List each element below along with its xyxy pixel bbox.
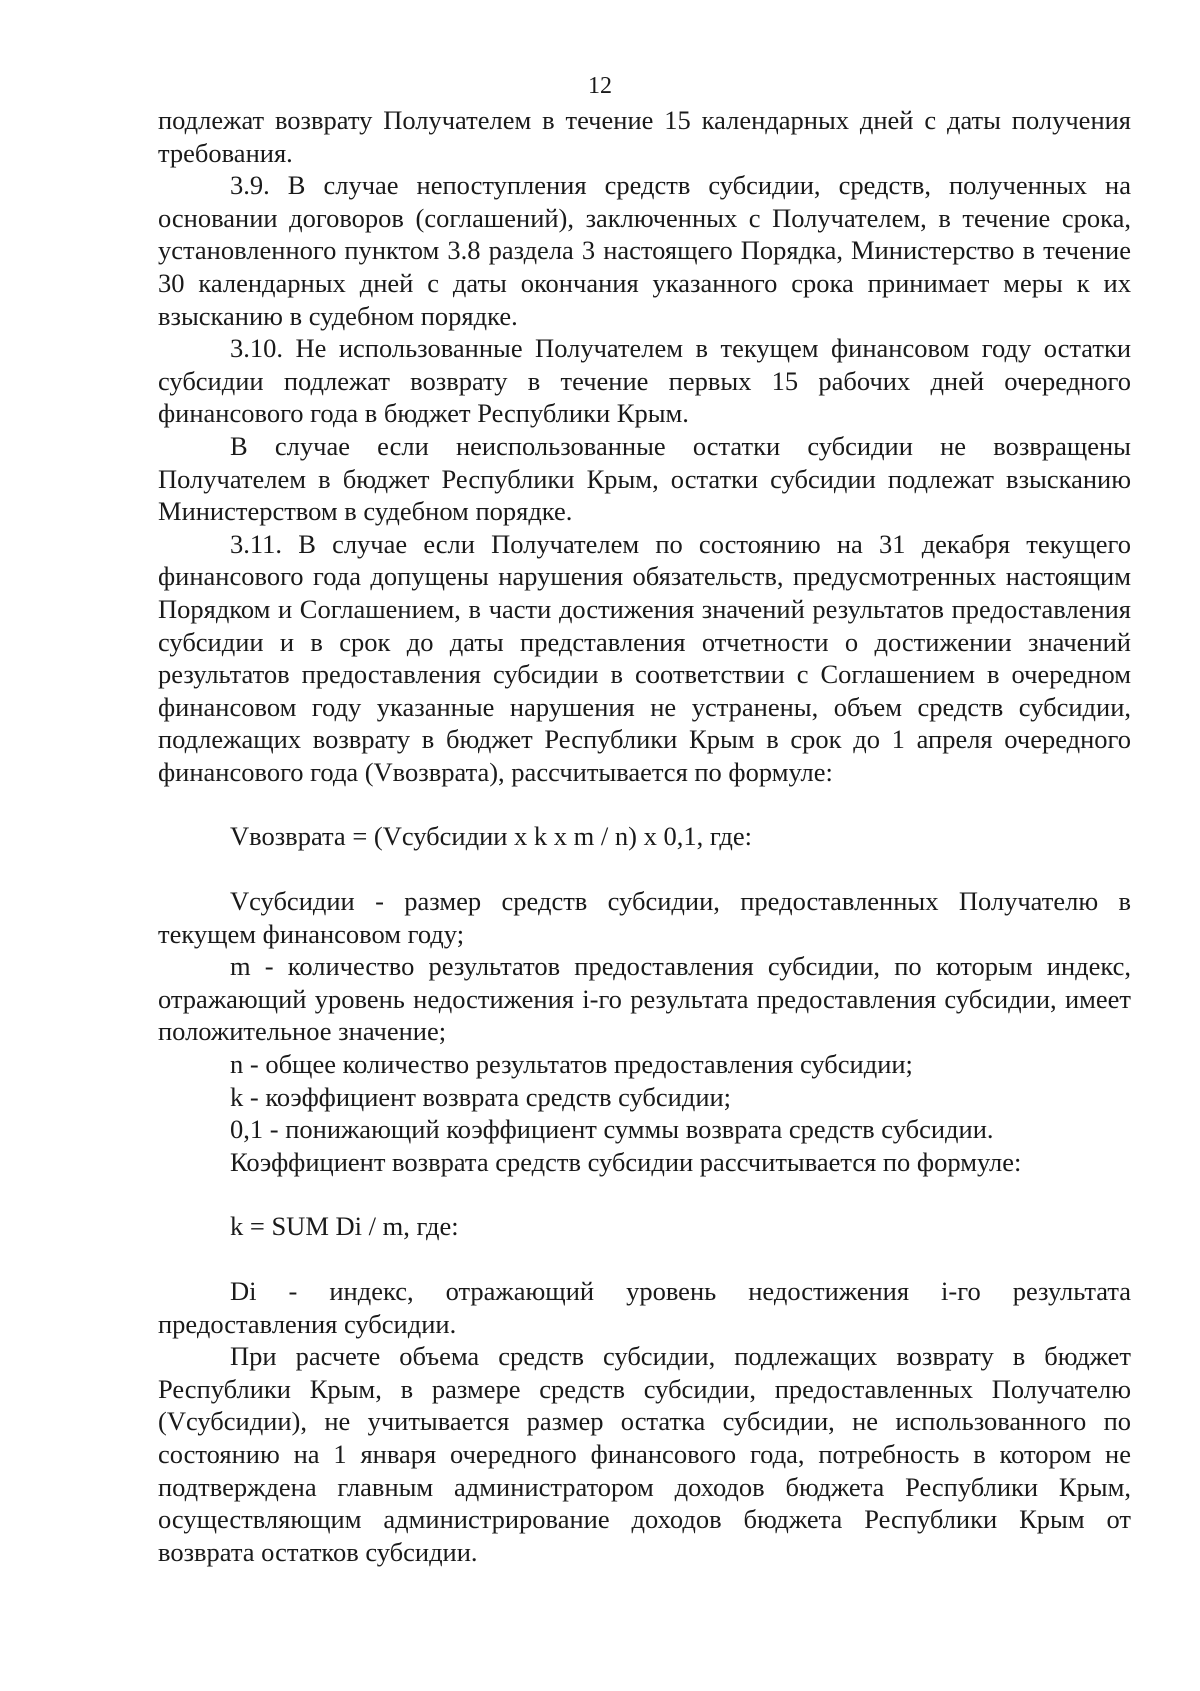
paragraph-3-11: 3.11. В случае если Получателем по состоянию на 31 декабря текущего финансового года допущены нарушения обязательств, предусмотренных настоящим Порядком и Соглашением, в части достижения значений результатов предоставления субсидии и в срок до даты представления отчетности о достижении значений результатов предоставления субсидии в соответствии с Соглашением в очередном финансовом году указанные нарушения не устранены, объем средств субсидии, подлежащих возврату в бюджет Республики Крым в срок до 1 апреля очередного финансового года (Vвозврата), рассчитывается по формуле: <box>158 528 1131 787</box>
definition-di: Di - индекс, отражающий уровень недостижения i-го результата предоставления субсидии. <box>158 1276 1131 1339</box>
definition-vsubsidy: Vсубсидии - размер средств субсидии, предоставленных Получателю в текущем финансовом году; <box>158 886 1131 949</box>
definition-coefficient: 0,1 - понижающий коэффициент суммы возврата средств субсидии. <box>230 1114 994 1145</box>
paragraph-3-9: 3.9. В случае непоступления средств субсидии, средств, полученных на основании договоров (соглашений), заключенных с Получателем, в течение срока, установленного пунктом 3.8 раздела 3 настоящего Порядка, Министерство в течение 30 календарных дней с даты окончания указанного срока принимает меры к их взысканию в судебном порядке. <box>158 170 1131 331</box>
page-number: 12 <box>588 73 612 99</box>
paragraph-calculation-note: При расчете объема средств субсидии, подлежащих возврату в бюджет Республики Крым, в размере средств субсидии, предоставленных Получателю (Vсубсидии), не учитывается размер остатка субсидии, не использованного по состоянию на 1 января очередного финансового года, потребность в котором не подтверждена главным администратором доходов бюджета Республики Крым, осуществляющим администрирование доходов бюджета Республики Крым от возврата остатков субсидии. <box>158 1341 1131 1567</box>
paragraph-continuation: подлежат возврату Получателем в течение 15 календарных дней с даты получения требования. <box>158 105 1131 168</box>
formula-coefficient-k: k = SUM Di / m, где: <box>230 1211 459 1242</box>
document-body <box>158 104 1131 1568</box>
paragraph-3-10-unreturned: В случае если неиспользованные остатки субсидии не возвращены Получателем в бюджет Республики Крым, остатки субсидии подлежат взысканию Министерством в судебном порядке. <box>158 430 1131 527</box>
paragraph-coefficient-formula-intro: Коэффициент возврата средств субсидии рассчитывается по формуле: <box>230 1146 1022 1177</box>
definition-m: m - количество результатов предоставления субсидии, по которым индекс, отражающий уровень недостижения i-го результата предоставления субсидии, имеет положительное значение; <box>158 951 1131 1047</box>
definition-n: n - общее количество результатов предоставления субсидии; <box>230 1049 913 1080</box>
definition-k: k - коэффициент возврата средств субсидии; <box>230 1081 732 1112</box>
paragraph-3-10: 3.10. Не использованные Получателем в текущем финансовом году остатки субсидии подлежат возврату в течение первых 15 рабочих дней очередного финансового года в бюджет Республики Крым. <box>158 333 1131 429</box>
formula-return-volume: Vвозврата = (Vсубсидии x k x m / n) x 0,1, где: <box>230 821 753 852</box>
